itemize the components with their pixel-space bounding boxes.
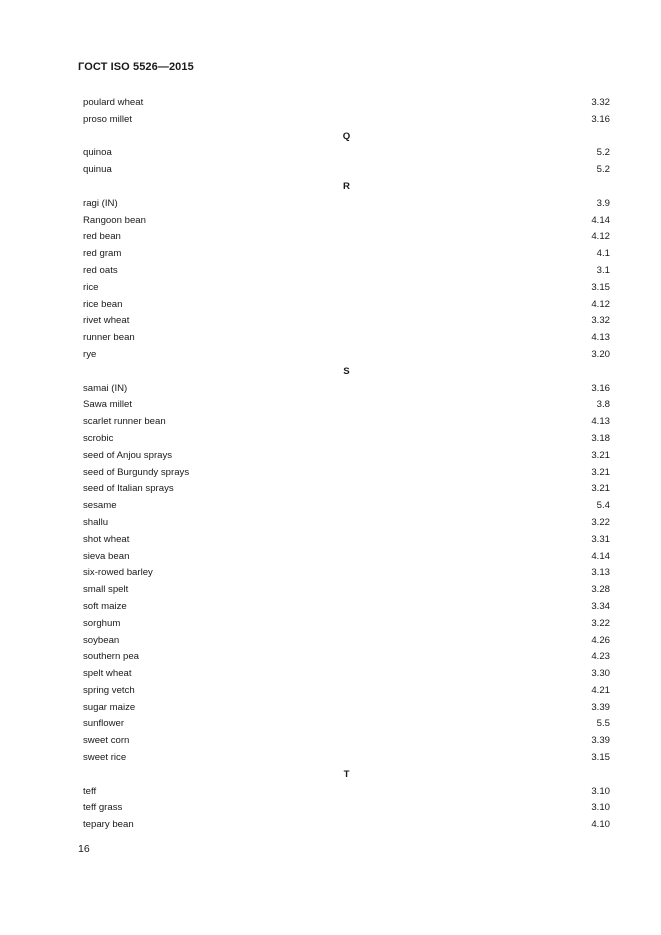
- page-number: 16: [78, 843, 90, 855]
- index-term: poulard wheat: [83, 97, 144, 108]
- index-entry: [83, 145, 610, 162]
- index-entry: [83, 112, 610, 129]
- index-reference: 4.13: [591, 332, 610, 344]
- index-term: ragi (IN): [83, 197, 118, 209]
- index-term: spelt wheat: [83, 668, 132, 680]
- index-term: rice: [83, 281, 99, 293]
- index-reference: 5.5: [596, 718, 610, 730]
- index-entry: [83, 515, 610, 532]
- index-reference: 3.21: [591, 483, 610, 495]
- index-term: sweet corn: [83, 735, 130, 747]
- index-reference: 3.15: [591, 281, 610, 293]
- index-reference: 3.18: [591, 432, 610, 444]
- index-entry: [83, 162, 610, 179]
- index-entry: [83, 683, 610, 700]
- index-entry: [83, 582, 610, 599]
- index-entry: [83, 616, 610, 633]
- index-term: sorghum: [83, 617, 121, 629]
- index-reference: 5.4: [596, 500, 610, 512]
- index-reference: 3.9: [596, 197, 610, 209]
- index-entry: [83, 263, 610, 280]
- index-reference: 4.13: [591, 416, 610, 428]
- index-entry: [83, 330, 610, 347]
- index-term: red oats: [83, 264, 118, 276]
- index-entry: [83, 599, 610, 616]
- index-term: seed of Burgundy sprays: [83, 466, 190, 478]
- index-term: shot wheat: [83, 533, 130, 545]
- index-reference: 3.10: [591, 802, 610, 814]
- index-entry: [83, 666, 610, 683]
- index-reference: 3.8: [596, 399, 610, 411]
- index-term: Rangoon bean: [83, 214, 146, 226]
- index-reference: 3.34: [591, 600, 610, 612]
- index-reference: 3.16: [591, 113, 610, 125]
- index-term: quinua: [83, 164, 112, 176]
- index-reference: 3.39: [591, 701, 610, 713]
- index-entry: [83, 246, 610, 263]
- index-reference: 3.15: [591, 752, 610, 764]
- index-term: samai (IN): [83, 382, 128, 394]
- index-term: quinoa: [83, 147, 112, 159]
- index-entry: [83, 448, 610, 465]
- index-entry: [83, 716, 610, 733]
- index-reference: 3.39: [591, 735, 610, 747]
- index-reference: 4.1: [596, 248, 610, 260]
- index-term: southern pea: [83, 651, 140, 663]
- index-term: teff grass: [83, 802, 123, 814]
- index-letter-heading: [83, 179, 610, 196]
- index-reference: 3.16: [591, 382, 610, 394]
- index-term: sunflower: [83, 718, 125, 730]
- index-reference: 4.14: [591, 214, 610, 226]
- index-term: shallu: [83, 516, 109, 528]
- index-term: tepary bean: [83, 819, 134, 831]
- index-entry: [83, 733, 610, 750]
- index-entry: [83, 649, 610, 666]
- index-reference: 4.14: [591, 550, 610, 562]
- index-reference: 3.21: [591, 466, 610, 478]
- index-reference: 4.12: [591, 298, 610, 310]
- index-term: soft maize: [83, 600, 127, 612]
- index-term: soybean: [83, 634, 120, 646]
- index-reference: 3.20: [591, 348, 610, 360]
- index-term: sweet rice: [83, 752, 127, 764]
- index-term: teff: [83, 785, 97, 797]
- index-term: six-rowed barley: [83, 567, 153, 579]
- index-entry: [83, 465, 610, 482]
- letter-label: R: [343, 180, 350, 192]
- index-entry: [83, 633, 610, 650]
- index-term: seed of Anjou sprays: [83, 449, 173, 461]
- index-entry: [83, 414, 610, 431]
- index-letter-heading: [83, 364, 610, 381]
- index-term: small spelt: [83, 584, 129, 596]
- index-term: rice bean: [83, 298, 123, 310]
- index-reference: 4.10: [591, 819, 610, 831]
- index-term: seed of Italian sprays: [83, 483, 174, 495]
- letter-label: S: [343, 365, 350, 377]
- index-reference: 4.12: [591, 231, 610, 243]
- index-reference: 3.32: [591, 97, 610, 108]
- index-entry: [83, 397, 610, 414]
- index-reference: 4.23: [591, 651, 610, 663]
- index-reference: 4.26: [591, 634, 610, 646]
- index-term: rivet wheat: [83, 315, 130, 327]
- index-entry: [83, 213, 610, 230]
- index-entry: [83, 481, 610, 498]
- index-reference: 3.28: [591, 584, 610, 596]
- index-entry: [83, 381, 610, 398]
- index-entry: [83, 817, 610, 834]
- index-entry: [83, 347, 610, 364]
- index-term: sesame: [83, 500, 117, 512]
- index-term: scrobic: [83, 432, 114, 444]
- index-term: red bean: [83, 231, 121, 243]
- index-entry: [83, 700, 610, 717]
- index-entry: [83, 229, 610, 246]
- index-reference: 5.2: [596, 164, 610, 176]
- index-entry: [83, 784, 610, 801]
- index-term: sugar maize: [83, 701, 136, 713]
- index-term: Sawa millet: [83, 399, 133, 411]
- index-letter-heading: [83, 129, 610, 146]
- index-reference: 3.31: [591, 533, 610, 545]
- index-entry: [83, 498, 610, 515]
- document-header: ГОСТ ISO 5526—2015: [78, 61, 194, 73]
- index-entry: [83, 431, 610, 448]
- index-entry: [83, 280, 610, 297]
- index-entry: [83, 196, 610, 213]
- index-entry: [83, 565, 610, 582]
- index-reference: 3.21: [591, 449, 610, 461]
- index-term: spring vetch: [83, 684, 135, 696]
- index-entry: [83, 297, 610, 314]
- index-reference: 3.13: [591, 567, 610, 579]
- letter-label: T: [343, 768, 350, 780]
- index-reference: 3.32: [591, 315, 610, 327]
- index-entry: [83, 532, 610, 549]
- index-reference: 3.22: [591, 516, 610, 528]
- index-letter-heading: [83, 767, 610, 784]
- index-term: sieva bean: [83, 550, 130, 562]
- index-entry: [83, 549, 610, 566]
- index-reference: 4.21: [591, 684, 610, 696]
- index-reference: 3.22: [591, 617, 610, 629]
- letter-label: Q: [342, 130, 351, 142]
- index-entry: [83, 750, 610, 767]
- index-list: [83, 95, 610, 834]
- index-reference: 3.1: [596, 264, 610, 276]
- index-reference: 3.30: [591, 668, 610, 680]
- index-term: runner bean: [83, 332, 135, 344]
- index-term: proso millet: [83, 113, 133, 125]
- index-reference: 5.2: [596, 147, 610, 159]
- index-entry: [83, 800, 610, 817]
- index-entry: [83, 313, 610, 330]
- index-reference: 3.10: [591, 785, 610, 797]
- index-term: red gram: [83, 248, 122, 260]
- index-term: scarlet runner bean: [83, 416, 166, 428]
- index-term: rye: [83, 348, 97, 360]
- index-entry: [83, 95, 610, 112]
